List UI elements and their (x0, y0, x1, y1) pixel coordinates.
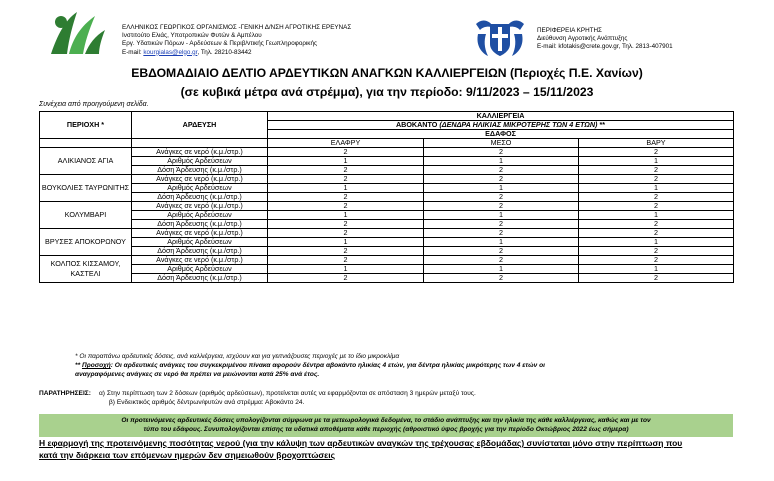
table-row (40, 184, 734, 193)
value-heavy-soil: 2 (579, 247, 734, 256)
greek-state-seal-icon (472, 16, 528, 60)
irrigation-parameter-label: Δόση Άρδευσης (κ.μ./στρ.) (132, 220, 268, 229)
methodology-line2: τύπο του εδάφους. Συνυπολογίζονται επίσης τα υδατικά αποθέματα κάθε περιοχής (αθροιστικό ύψος βροχής για την περίοδο Οκτώβριος 2022 έως σήμερα) (143, 426, 629, 433)
value-heavy-soil: 1 (579, 157, 734, 166)
value-medium-soil: 1 (424, 157, 579, 166)
value-heavy-soil: 2 (579, 256, 734, 265)
table-row (40, 238, 734, 247)
email-link[interactable]: kourgialas@elgo.gr (143, 48, 198, 56)
irrigation-parameter-label: Ανάγκες σε νερό (κ.μ./στρ.) (132, 202, 268, 211)
value-light-soil: 1 (268, 211, 424, 220)
right-org-line3: E-mail: kfotakis@crete.gov.gr, Τηλ. 2813-407901 (537, 43, 673, 51)
value-light-soil: 2 (268, 247, 424, 256)
value-light-soil: 2 (268, 229, 424, 238)
methodology-note-box (39, 414, 733, 437)
table-row (40, 247, 734, 256)
value-heavy-soil: 2 (579, 229, 734, 238)
header-soil: ΕΔΑΦΟΣ (268, 130, 734, 139)
bulletin-subtitle: (σε κυβικά μέτρα ανά στρέμμα), για την περίοδο: 9/11/2023 – 15/11/2023 (180, 85, 594, 99)
table-row (40, 274, 734, 283)
remarks-section (39, 389, 739, 407)
email-label: E-mail: (122, 48, 142, 56)
note-caution-prefix: ** (75, 362, 82, 370)
value-heavy-soil: 1 (579, 211, 734, 220)
irrigation-parameter-label: Ανάγκες σε νερό (κ.μ./στρ.) (132, 256, 268, 265)
value-heavy-soil: 1 (579, 238, 734, 247)
table-row (40, 175, 734, 184)
table-row (40, 229, 734, 238)
value-light-soil: 2 (268, 193, 424, 202)
value-medium-soil: 1 (424, 238, 579, 247)
irrigation-parameter-label: Ανάγκες σε νερό (κ.μ./στρ.) (132, 175, 268, 184)
notes-section (39, 352, 739, 380)
value-light-soil: 1 (268, 238, 424, 247)
remark-a-row (39, 389, 739, 398)
note-region-applicability: * Οι παραπάνω αρδευτικές δόσεις, ανά καλλιέργεια, ισχύουν και για γειτνιάζουσες περιοχές με το ίδιο μικροκλίμα (75, 353, 400, 360)
header-region: ΠΕΡΙΟΧΗ * (40, 112, 132, 139)
value-medium-soil: 2 (424, 274, 579, 283)
document-header (0, 0, 774, 64)
value-heavy-soil: 2 (579, 274, 734, 283)
value-light-soil: 1 (268, 265, 424, 274)
right-org-line1: ΠΕΡΙΦΕΡΕΙΑ ΚΡΗΤΗΣ (537, 27, 602, 34)
value-medium-soil: 2 (424, 175, 579, 184)
value-heavy-soil: 2 (579, 220, 734, 229)
header-irrigation: ΑΡΔΕΥΣΗ (132, 112, 268, 139)
value-light-soil: 1 (268, 184, 424, 193)
value-light-soil: 2 (268, 202, 424, 211)
remark-a: α) Στην περίπτωση των 2 δόσεων (αριθμός αρδεύσεων), προτείνεται αυτές να εφαρμόζονται σε απόσταση 3 ημερών μεταξύ τους. (99, 390, 476, 397)
table-row (40, 148, 734, 157)
irrigation-parameter-label: Αριθμός Αρδεύσεων (132, 265, 268, 274)
crop-name: ΑΒΟΚΑΝΤΟ (395, 120, 438, 129)
table-body (40, 148, 734, 283)
value-medium-soil: 2 (424, 148, 579, 157)
value-heavy-soil: 2 (579, 175, 734, 184)
table-row (40, 202, 734, 211)
value-medium-soil: 1 (424, 184, 579, 193)
value-heavy-soil: 1 (579, 265, 734, 274)
application-note-line2: κατά την διάρκεια των επόμενων ημερών δεν σημειωθούν βροχοπτώσεις (39, 449, 336, 460)
irrigation-parameter-label: Ανάγκες σε νερό (κ.μ./στρ.) (132, 229, 268, 238)
value-medium-soil: 2 (424, 166, 579, 175)
value-heavy-soil: 2 (579, 193, 734, 202)
soil-type-heavy: ΒΑΡΥ (579, 139, 734, 148)
remark-b: β) Ενδεικτικός αριθμός δέντρων/φυτών ανά στρέμμα: Αβοκάντο 24. (109, 399, 305, 407)
left-org-contact (122, 49, 351, 57)
table-row (40, 166, 734, 175)
value-medium-soil: 2 (424, 229, 579, 238)
note-caution (39, 361, 739, 370)
value-medium-soil: 1 (424, 265, 579, 274)
region-name: ΑΛΙΚΙΑΝΟΣ ΑΓΙΑ (40, 148, 132, 175)
irrigation-parameter-label: Ανάγκες σε νερό (κ.μ./στρ.) (132, 148, 268, 157)
crop-detail: (ΔΕΝΔΡΑ ΗΛΙΚΙΑΣ ΜΙΚΡΟΤΕΡΗΣ ΤΩΝ 4 ΕΤΩΝ) (439, 120, 598, 129)
elgo-logo-icon (47, 8, 107, 58)
bulletin-title: ΕΒΔΟΜΑΔΙΑΙΟ ΔΕΛΤΙΟ ΑΡΔΕΥΤΙΚΩΝ ΑΝΑΓΚΩΝ ΚΑΛΛΙΕΡΓΕΙΩΝ (Περιοχές Π.Ε. Χανίων) (131, 66, 643, 80)
header-crops: ΚΑΛΛΙΕΡΓΕΙΑ (268, 112, 734, 121)
irrigation-parameter-label: Δόση Άρδευσης (κ.μ./στρ.) (132, 193, 268, 202)
value-medium-soil: 2 (424, 193, 579, 202)
irrigation-parameter-label: Δόση Άρδευσης (κ.μ./στρ.) (132, 166, 268, 175)
table-row (40, 265, 734, 274)
value-medium-soil: 2 (424, 256, 579, 265)
value-light-soil: 2 (268, 274, 424, 283)
soil-type-light: ΕΛΑΦΡΥ (268, 139, 424, 148)
application-note (39, 438, 739, 461)
value-heavy-soil: 2 (579, 202, 734, 211)
right-organization-info (537, 27, 673, 52)
irrigation-parameter-label: Αριθμός Αρδεύσεων (132, 157, 268, 166)
value-light-soil: 2 (268, 166, 424, 175)
value-medium-soil: 2 (424, 220, 579, 229)
table-row (40, 157, 734, 166)
value-medium-soil: 2 (424, 247, 579, 256)
phone-text: , Τηλ. 28210-83442 (197, 48, 252, 56)
left-org-line1: ΕΛΛΗΝΙΚΟΣ ΓΕΩΡΓΙΚΟΣ ΟΡΓΑΝΙΣΜΟΣ -ΓΕΝΙΚΗ Δ/ΝΣΗ ΑΓΡΟΤΙΚΗΣ ΕΡΕΥΝΑΣ (122, 24, 352, 31)
methodology-line1: Οι προτεινόμενες αρδευτικές δόσεις υπολογίζονται σύμφωνα με τα μετεωρολογικά δεδομένα, το στάδιο ανάπτυξης και την ηλικία της κάθε καλλιέργειας, καθώς και με τον (121, 417, 651, 424)
region-name: ΒΡΥΣΕΣ ΑΠΟΚΟΡΩΝΟΥ (40, 229, 132, 256)
remarks-label: ΠΑΡΑΤΗΡΗΣΕΙΣ: (39, 390, 91, 397)
left-org-line2: Ινστιτούτο Ελιάς, Υποτροπικών Φυτών & Αμπέλου (122, 32, 262, 40)
left-org-line3: Εργ. Υδατικών Πόρων - Αρδεύσεων & Περιβ/ντικής Γεωπληροφορικής (122, 40, 317, 48)
region-name: ΚΟΛΠΟΣ ΚΙΣΣΑΜΟΥ, ΚΑΣΤΕΛΙ (40, 256, 132, 283)
continuation-note: Συνέχεια από προηγούμενη σελίδα. (39, 101, 149, 108)
left-organization-info (122, 24, 351, 57)
value-light-soil: 2 (268, 148, 424, 157)
table-row (40, 211, 734, 220)
empty-irrigation-cell (132, 139, 268, 148)
irrigation-parameter-label: Δόση Άρδευσης (κ.μ./στρ.) (132, 247, 268, 256)
region-name: ΒΟΥΚΟΛΙΕΣ ΤΑΥΡΩΝΙΤΗΣ (40, 175, 132, 202)
value-light-soil: 2 (268, 175, 424, 184)
irrigation-parameter-label: Αριθμός Αρδεύσεων (132, 184, 268, 193)
value-medium-soil: 2 (424, 202, 579, 211)
crop-mark: ** (597, 120, 606, 129)
note-caution-line1: : Οι αρδευτικές ανάγκες του συγκεκριμένου πίνακα αφορούν δέντρα αβοκάντο ηλικίας 4 ετών, για δέντρα ηλικίας μικρότερης των 4 ετών οι (110, 362, 546, 370)
value-heavy-soil: 1 (579, 184, 734, 193)
irrigation-table (39, 111, 734, 283)
value-medium-soil: 1 (424, 211, 579, 220)
value-heavy-soil: 2 (579, 148, 734, 157)
region-name: ΚΟΛΥΜΒΑΡΙ (40, 202, 132, 229)
table-row (40, 256, 734, 265)
value-heavy-soil: 2 (579, 166, 734, 175)
right-org-line2: Διεύθυνση Αγροτικής Ανάπτυξης (537, 35, 628, 43)
irrigation-parameter-label: Δόση Άρδευσης (κ.μ./στρ.) (132, 274, 268, 283)
value-light-soil: 2 (268, 256, 424, 265)
note-caution-emphasis: Προσοχή (81, 362, 111, 370)
value-light-soil: 1 (268, 157, 424, 166)
irrigation-parameter-label: Αριθμός Αρδεύσεων (132, 238, 268, 247)
table-row (40, 220, 734, 229)
table-row (40, 193, 734, 202)
note-caution-line2: αναγραφόμενες ανάγκες σε νερό θα πρέπει να μειώνονται κατά 25% ανά έτος. (75, 371, 320, 379)
soil-type-medium: ΜΕΣΟ (424, 139, 579, 148)
irrigation-parameter-label: Αριθμός Αρδεύσεων (132, 211, 268, 220)
empty-region-cell (40, 139, 132, 148)
application-note-line1: Η εφαρμογή της προτεινόμενης ποσότητας νερού (για την κάλυψη των αρδευτικών αναγκών της τρέχουσας εβδομάδας) συνίσταται μόνο στην περίπτωση που (39, 438, 683, 448)
value-light-soil: 2 (268, 220, 424, 229)
